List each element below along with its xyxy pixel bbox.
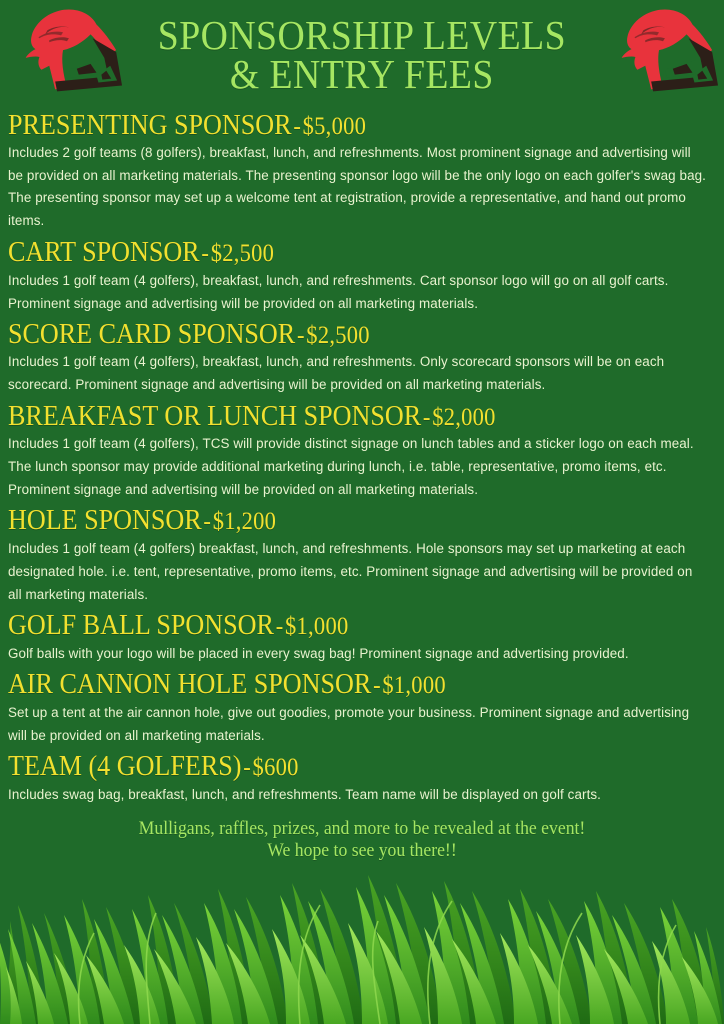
sponsor-price: $2,500 <box>210 239 275 267</box>
sponsor-heading <box>8 237 643 268</box>
sponsor-description: Includes 1 golf team (4 golfers) breakfast, lunch, and refreshments. Hole sponsors may set up marketing at each designated hole. i.e. tent, representative, promo items, etc. Prominent signage and advertising will be provided on all marketing materials. <box>8 541 693 603</box>
sponsor-price: $2,000 <box>432 403 496 431</box>
sponsor-dash: - <box>203 508 211 536</box>
closing-message <box>0 818 724 864</box>
sponsor-price: $1,200 <box>212 508 277 536</box>
title-line-2: & ENTRY FEES <box>229 51 494 97</box>
eagle-head-logo-left <box>6 4 124 104</box>
eagle-head-logo-right <box>602 4 720 104</box>
flyer-header <box>0 0 724 108</box>
sponsor-title: AIR CANNON HOLE SPONSOR <box>8 668 372 701</box>
sponsor-title: GOLF BALL SPONSOR <box>8 609 274 642</box>
sponsor-dash: - <box>296 321 305 349</box>
sponsor-dash: - <box>373 672 381 700</box>
sponsor-level-breakfast-or-lunch <box>8 401 714 502</box>
sponsor-dash: - <box>201 239 209 267</box>
sponsor-heading <box>8 110 643 141</box>
sponsor-price: $1,000 <box>382 672 446 700</box>
sponsor-level-air-cannon-hole <box>8 669 714 747</box>
sponsor-level-presenting <box>8 110 714 233</box>
sponsor-price: $600 <box>252 753 299 781</box>
sponsor-level-score-card <box>8 319 714 397</box>
sponsor-dash: - <box>275 613 284 641</box>
sponsor-level-cart <box>8 237 714 315</box>
sponsor-description: Set up a tent at the air cannon hole, give out goodies, promote your business. Prominent signage and advertising will be provided on all marketing materials. <box>8 704 690 743</box>
sponsor-title: SCORE CARD SPONSOR <box>8 317 296 350</box>
sponsor-level-team <box>8 751 714 806</box>
sponsor-heading <box>8 669 643 700</box>
sponsor-title: HOLE SPONSOR <box>8 504 202 537</box>
sponsor-description: Includes 2 golf teams (8 golfers), breakfast, lunch, and refreshments. Most prominent signage and advertising will be provided on all marketing materials. The presenting sponsor logo will be the only logo on each golfer's swag bag. The presenting sponsor may set up a welcome tent at registration, provide a representative, and hand out promo items. <box>8 144 706 229</box>
sponsor-level-golf-ball <box>8 610 714 665</box>
sponsor-price: $2,500 <box>306 321 370 349</box>
sponsor-description: Golf balls with your logo will be placed in every swag bag! Prominent signage and advertising provided. <box>8 646 629 661</box>
sponsor-heading <box>8 610 643 641</box>
sponsor-heading <box>8 751 643 782</box>
sponsor-title: PRESENTING SPONSOR <box>8 109 292 141</box>
sponsor-description: Includes 1 golf team (4 golfers), TCS will provide distinct signage on lunch tables and a sticker logo on each meal. The lunch sponsor may provide additional marketing during lunch, i.e. table, representative, promo items, etc. Prominent signage and advertising will be provided on all marketing materials. <box>8 436 694 498</box>
sponsor-description: Includes swag bag, breakfast, lunch, and refreshments. Team name will be displayed on golf carts. <box>8 786 602 802</box>
sponsor-levels-list <box>0 108 724 806</box>
sponsor-heading <box>8 401 643 432</box>
sponsor-description: Includes 1 golf team (4 golfers), breakfast, lunch, and refreshments. Cart sponsor logo will go on all golf carts. Prominent signage and advertising will be provided on all marketing materials. <box>8 272 669 311</box>
sponsor-dash: - <box>293 113 301 140</box>
sponsor-title: TEAM (4 GOLFERS) <box>8 749 242 782</box>
closing-line-1: Mulligans, raffles, prizes, and more to be revealed at the event! <box>138 817 586 839</box>
sponsor-dash: - <box>243 753 251 781</box>
sponsor-heading <box>8 505 643 536</box>
sponsor-description: Includes 1 golf team (4 golfers), breakfast, lunch, and refreshments. Only scorecard sponsors will be on each scorecard. Prominent signage and advertising will be provided on all marketing materials. <box>8 354 665 393</box>
title-line-1: SPONSORSHIP LEVELS <box>157 11 567 58</box>
sponsor-price: $5,000 <box>302 113 367 140</box>
flyer-title <box>140 11 584 97</box>
closing-line-2: We hope to see you there!! <box>267 840 457 862</box>
sponsor-dash: - <box>422 403 431 431</box>
sponsor-title: BREAKFAST OR LUNCH SPONSOR <box>8 399 422 432</box>
sponsor-price: $1,000 <box>284 613 349 641</box>
sponsor-heading <box>8 319 643 350</box>
sponsor-level-hole <box>8 505 714 606</box>
sponsor-title: CART SPONSOR <box>8 235 200 268</box>
